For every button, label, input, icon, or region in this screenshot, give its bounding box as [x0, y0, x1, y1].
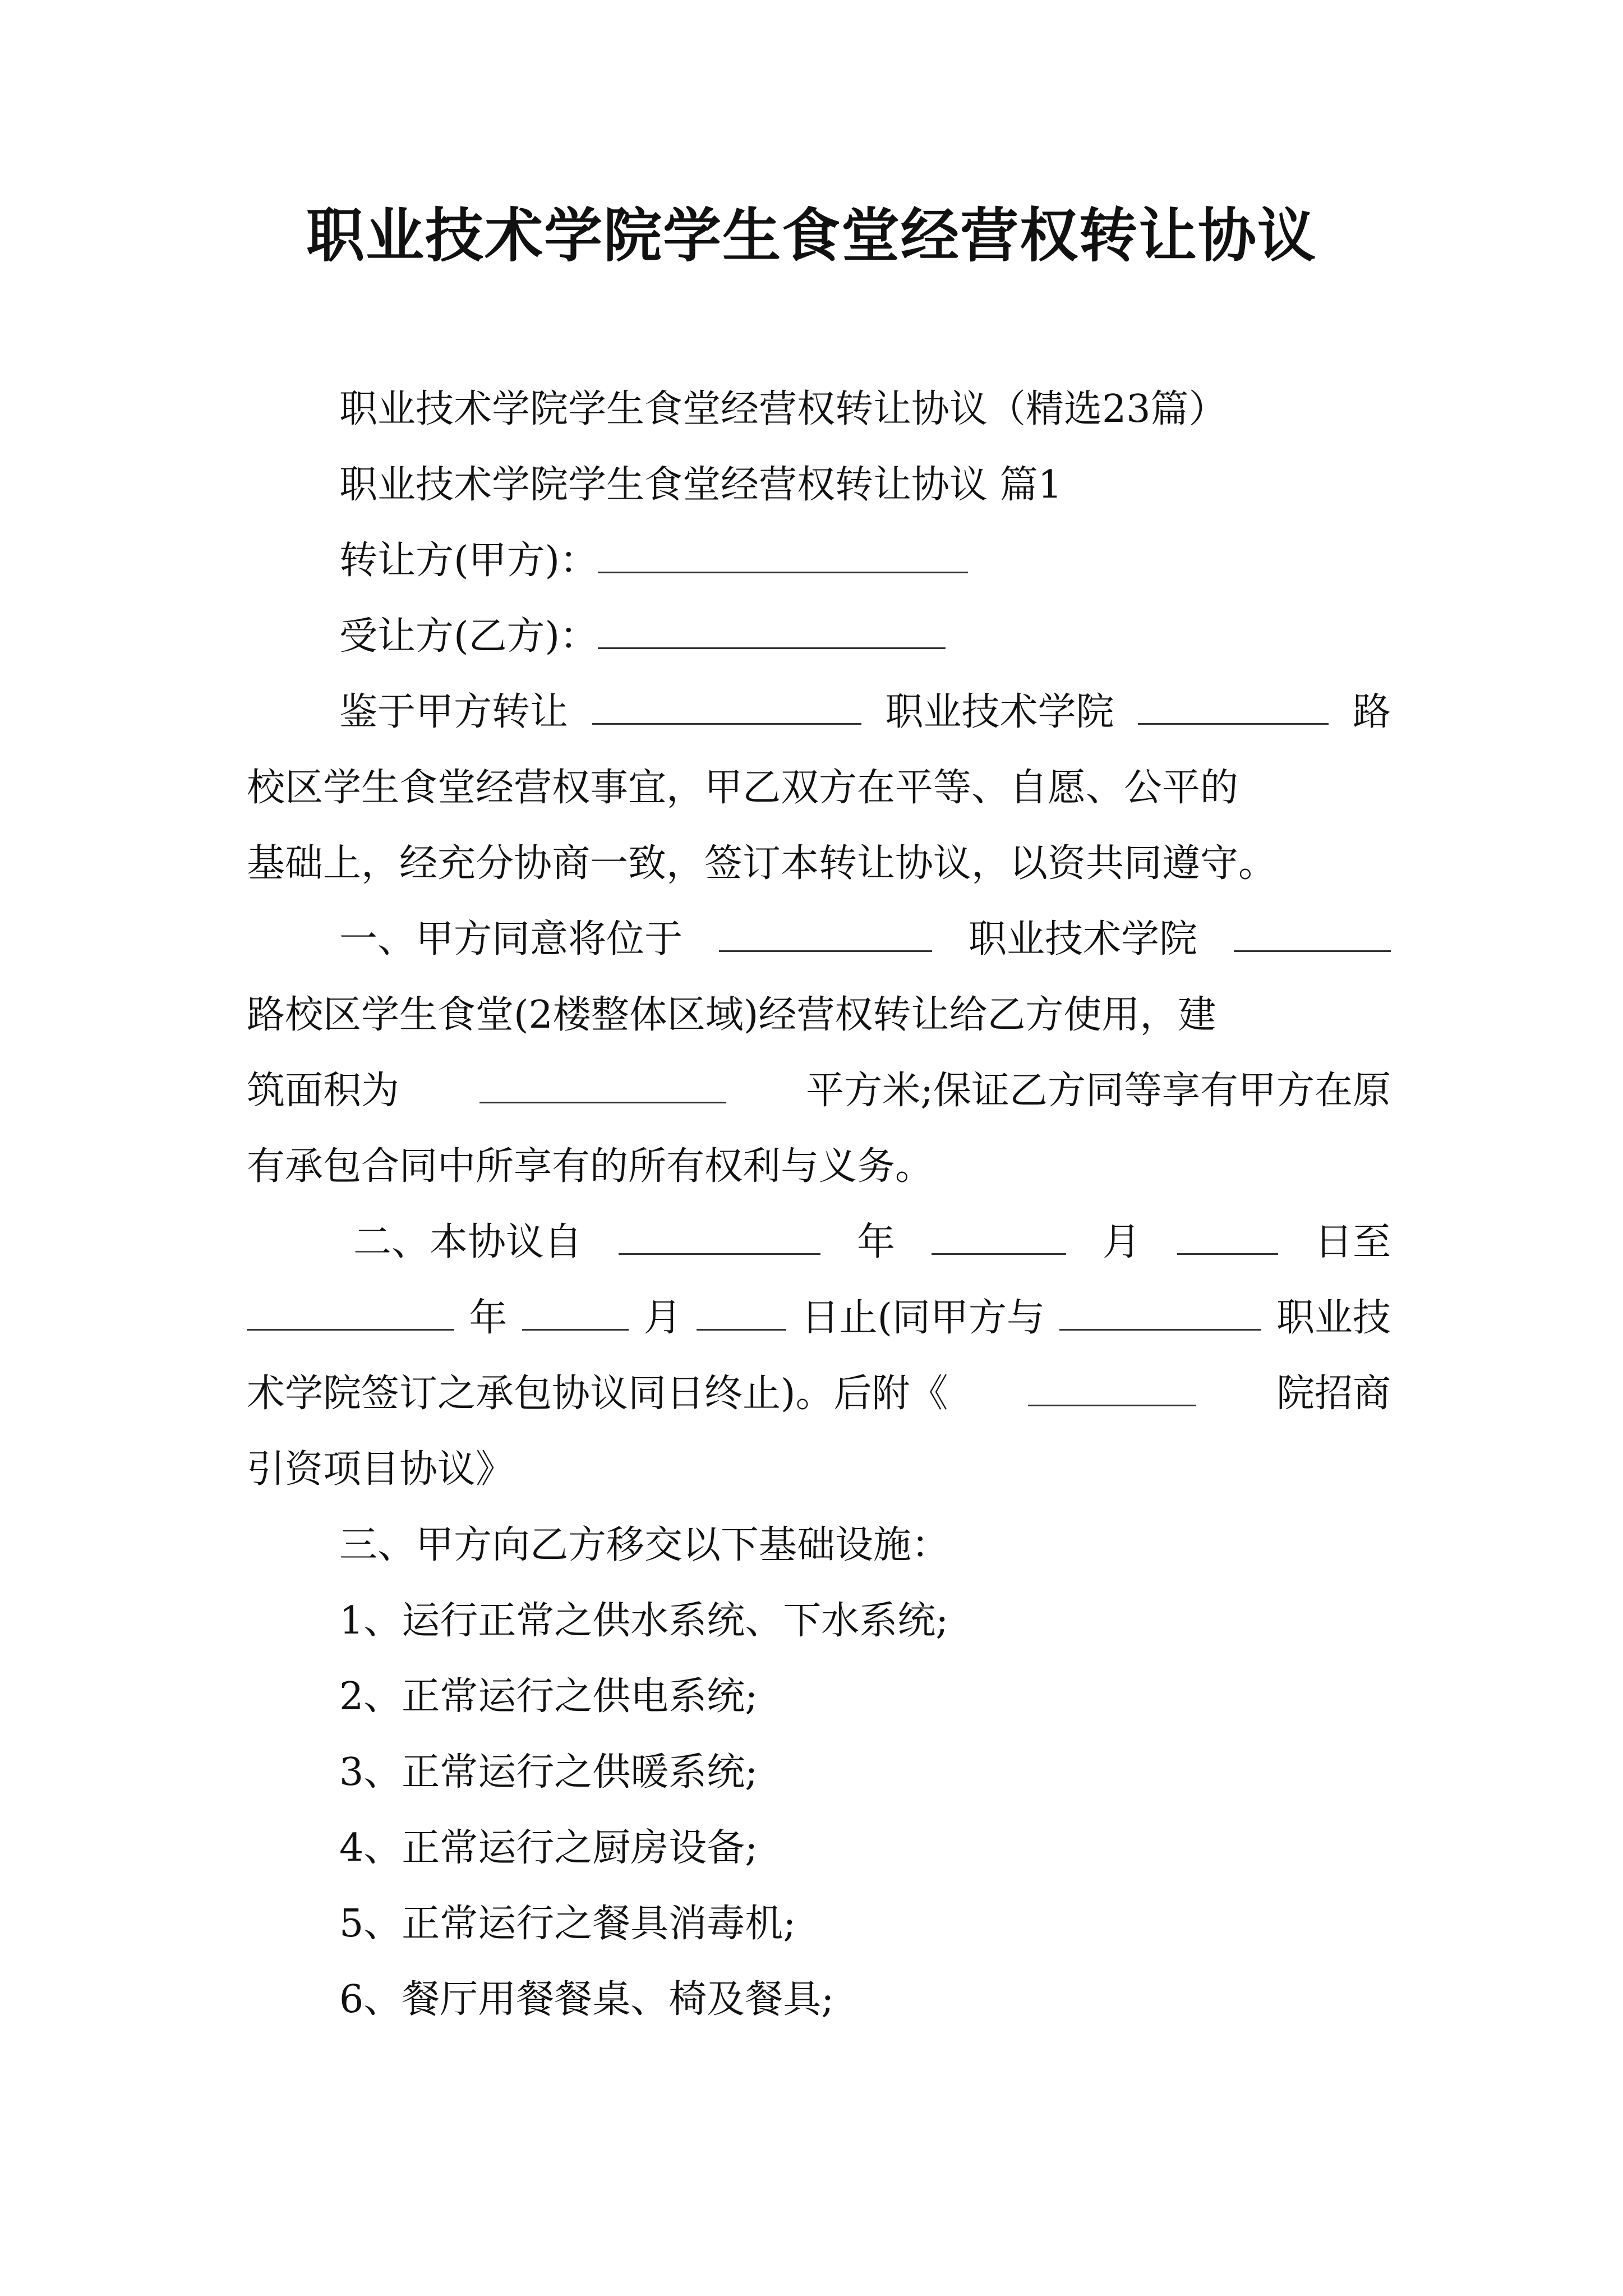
clause2-line-3: [247, 1366, 1391, 1422]
transferor-blank: [598, 536, 968, 573]
clause2-start-month-blank: [932, 1217, 1066, 1255]
preamble-line-2: 校区学生食堂经营权事宜，甲乙双方在平等、自愿、公平的: [247, 766, 1239, 810]
clause2-month-1: 月: [1102, 1220, 1141, 1264]
transferor-label: 转让方(甲方)：: [339, 539, 598, 583]
preamble-line-3: 基础上，经充分协商一致，签订本转让协议，以资共同遵守。: [247, 841, 1277, 886]
clause3-item: 3、正常运行之供暖系统;: [339, 1750, 758, 1795]
section-heading: 职业技术学院学生食堂经营权转让协议 篇1: [339, 463, 1062, 507]
clause2-day-end: 日止(同甲方与: [801, 1296, 1045, 1340]
clause2-month-2: 月: [643, 1296, 682, 1340]
clause2-party-blank: [1059, 1293, 1261, 1331]
clause3-item: 4、正常运行之厨房设备;: [339, 1826, 758, 1870]
transferee-blank: [598, 611, 946, 649]
clause3-item: 2、正常运行之供电系统;: [339, 1674, 758, 1719]
clause1-line-1: [339, 912, 1391, 968]
transferor-line: [339, 533, 968, 589]
preamble-blank-1: [592, 687, 861, 725]
clause2-line-4: 引资项目协议》: [247, 1447, 514, 1492]
clause2-line-1: [353, 1214, 1391, 1271]
preamble-text-2: 职业技术学院: [885, 690, 1114, 734]
clause2-end-month-blank: [522, 1293, 629, 1331]
clause2-attachment-blank: [1028, 1369, 1196, 1406]
clause2-end-day-blank: [697, 1293, 786, 1331]
clause1-blank-1: [719, 914, 932, 952]
clause1-text-3: 筑面积为: [247, 1069, 400, 1113]
clause1-text-1: 一、甲方同意将位于: [339, 917, 683, 961]
document-subtitle: 职业技术学院学生食堂经营权转让协议（精选23篇）: [339, 387, 1227, 431]
clause2-day-to: 日至: [1314, 1220, 1391, 1264]
clause1-area-blank: [479, 1066, 726, 1103]
clause2-college: 职业技: [1276, 1296, 1391, 1340]
clause2-text-4: 院招商: [1276, 1372, 1391, 1416]
clause1-text-2: 职业技术学院: [968, 917, 1197, 961]
clause1-line-2: 路校区学生食堂(2楼整体区域)经营权转让给乙方使用，建: [247, 993, 1216, 1037]
clause3-item: 1、运行正常之供水系统、下水系统;: [339, 1599, 949, 1643]
preamble-line-1: [339, 684, 1391, 740]
preamble-blank-2: [1138, 687, 1329, 725]
clause3-heading: 三、甲方向乙方移交以下基础设施：: [339, 1523, 950, 1567]
clause2-end-year-blank: [247, 1293, 454, 1331]
clause3-item: 6、餐厅用餐餐桌、椅及餐具;: [339, 1977, 834, 2022]
clause1-line-4: 有承包合同中所享有的所有权利与义务。: [247, 1144, 934, 1189]
clause1-text-4: 平方米;保证乙方同等享有甲方在原: [806, 1069, 1391, 1113]
clause2-line-2: [247, 1290, 1391, 1346]
transferee-label: 受让方(乙方)：: [339, 614, 598, 659]
clause2-year-1: 年: [856, 1220, 895, 1264]
preamble-text-1: 鉴于甲方转让: [339, 690, 569, 734]
document-title: 职业技术学院学生食堂经营权转让协议: [306, 201, 1317, 270]
clause2-text-3: 术学院签订之承包协议同日终止)。后附《: [247, 1372, 948, 1416]
clause3-item: 5、正常运行之餐具消毒机;: [339, 1902, 796, 1946]
transferee-line: [339, 609, 946, 665]
clause1-line-3: [247, 1063, 1391, 1119]
clause2-text-1: 二、本协议自: [353, 1220, 583, 1264]
clause2-start-day-blank: [1177, 1217, 1278, 1255]
clause2-start-year-blank: [619, 1217, 820, 1255]
clause1-blank-2: [1234, 914, 1391, 952]
preamble-text-3: 路: [1352, 690, 1391, 734]
clause2-year-2: 年: [469, 1296, 508, 1340]
